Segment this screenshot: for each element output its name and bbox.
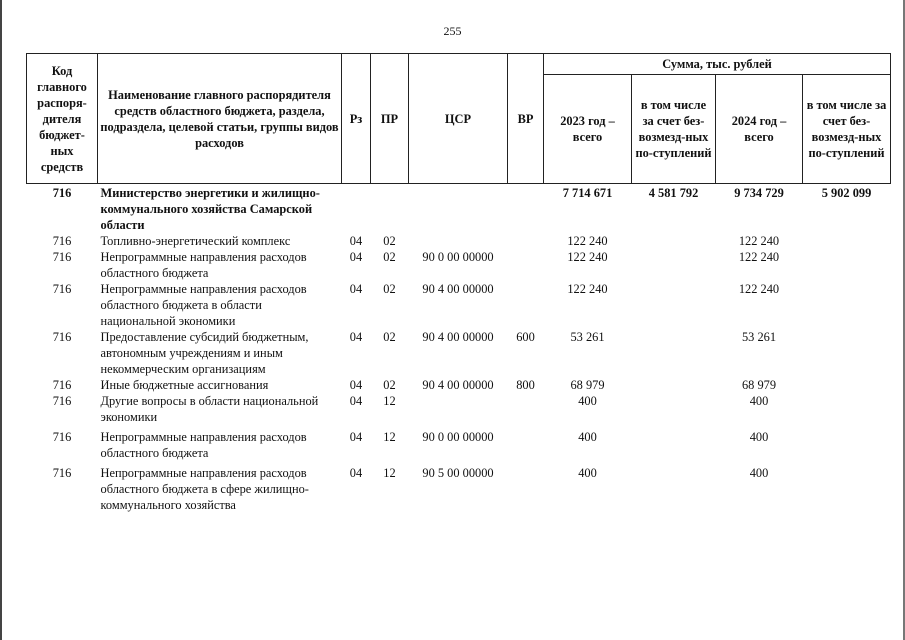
row-vr (508, 233, 544, 249)
row-2024-total: 400 (749, 430, 769, 444)
header-sum: Сумма, тыс. рублей (544, 54, 891, 75)
table-row (27, 329, 891, 377)
header-2023-free: в том числе за счет без-возмезд-ных по-ступлений (632, 75, 716, 184)
row-2024-total: 122 240 (738, 282, 780, 296)
row-code: 716 (52, 234, 72, 248)
table-row (27, 425, 891, 461)
row-2024-total: 68 979 (741, 378, 777, 392)
row-vr (508, 425, 544, 461)
row-rz: 04 (349, 466, 363, 480)
row-2024-free: 5 902 099 (821, 186, 872, 200)
row-2023-free (632, 281, 716, 329)
row-vr (508, 281, 544, 329)
row-vr (508, 249, 544, 281)
row-2023-total: 122 240 (567, 282, 608, 296)
row-csr (409, 184, 508, 234)
row-2023-total: 122 240 (567, 234, 608, 248)
row-name: Другие вопросы в области национальной экономики (100, 394, 319, 424)
row-pr: 02 (383, 330, 396, 344)
header-code: Код главного распоря-дителя бюджет-ных средств (27, 54, 98, 184)
row-rz: 04 (349, 250, 363, 264)
row-vr (508, 184, 544, 234)
header-csr: ЦСР (409, 54, 508, 184)
row-2024-free (803, 393, 891, 425)
row-vr (508, 393, 544, 425)
row-pr: 02 (383, 378, 396, 392)
row-csr: 90 4 00 00000 (422, 330, 494, 344)
row-2024-free (803, 249, 891, 281)
row-vr: 800 (516, 378, 535, 392)
header-rz: Рз (342, 54, 371, 184)
row-name: Топливно-энергетический комплекс (100, 234, 291, 248)
table-row (27, 184, 891, 234)
row-2023-free (632, 329, 716, 377)
row-2024-free (803, 329, 891, 377)
row-2023-total: 53 261 (570, 330, 605, 344)
row-name: Непрограммные направления расходов областного бюджета (100, 430, 307, 460)
row-pr: 02 (383, 282, 396, 296)
row-2024-total: 400 (749, 466, 769, 480)
row-csr: 90 4 00 00000 (422, 282, 494, 296)
table-row (27, 393, 891, 425)
row-2024-free (803, 377, 891, 393)
row-code: 716 (52, 394, 72, 408)
row-code: 716 (52, 330, 72, 344)
row-code: 716 (52, 282, 72, 296)
row-name: Непрограммные направления расходов областного бюджета в сфере жилищно-коммунального хозяйства (100, 466, 309, 512)
row-2023-free (632, 393, 716, 425)
row-vr: 600 (516, 330, 535, 344)
row-csr: 90 4 00 00000 (422, 378, 494, 392)
header-2023-total: 2023 год – всего (544, 75, 632, 184)
page-frame-left (0, 0, 2, 640)
row-csr (409, 393, 508, 425)
row-2023-free: 4 581 792 (648, 186, 699, 200)
table-row (27, 249, 891, 281)
row-2024-free (803, 281, 891, 329)
row-2023-total: 400 (578, 466, 597, 480)
row-csr: 90 5 00 00000 (422, 466, 494, 480)
row-2024-total: 400 (749, 394, 769, 408)
row-2024-total: 9 734 729 (734, 186, 784, 200)
row-code: 716 (52, 430, 72, 444)
row-code: 716 (52, 250, 72, 264)
row-2023-total: 122 240 (567, 250, 608, 264)
row-2023-total: 400 (578, 394, 597, 408)
row-vr (508, 461, 544, 513)
row-2024-total: 53 261 (741, 330, 777, 344)
row-csr: 90 0 00 00000 (422, 250, 494, 264)
row-name: Непрограммные направления расходов областного бюджета (100, 250, 307, 280)
table-row (27, 377, 891, 393)
row-pr: 02 (383, 234, 396, 248)
row-rz: 04 (349, 394, 363, 408)
row-name: Иные бюджетные ассигнования (100, 378, 269, 392)
row-rz: 04 (349, 430, 363, 444)
row-2023-total: 7 714 671 (562, 186, 613, 200)
budget-table (26, 53, 891, 513)
row-2023-total: 400 (578, 430, 597, 444)
header-name: Наименование главного распорядителя средств областного бюджета, раздела, подраздела, целевой статьи, группы видов расходов (98, 54, 342, 184)
row-2023-free (632, 377, 716, 393)
row-name: Предоставление субсидий бюджетным, автономным учреждениям и иным некоммерческим организациям (100, 330, 309, 376)
row-code: 716 (52, 186, 72, 200)
row-2023-free (632, 233, 716, 249)
table-row (27, 461, 891, 513)
row-csr (409, 233, 508, 249)
page-number: 255 (443, 24, 462, 38)
row-2023-free (632, 461, 716, 513)
table-body (27, 184, 891, 514)
row-code: 716 (52, 466, 72, 480)
table-row (27, 281, 891, 329)
row-pr (371, 184, 409, 234)
row-rz: 04 (349, 282, 363, 296)
row-2024-free (803, 233, 891, 249)
row-rz: 04 (349, 378, 363, 392)
row-2024-free (803, 461, 891, 513)
header-pr: ПР (371, 54, 409, 184)
table-header (27, 54, 891, 184)
row-pr: 12 (383, 430, 396, 444)
row-2023-total: 68 979 (570, 378, 605, 392)
row-2024-total: 122 240 (738, 234, 780, 248)
row-csr: 90 0 00 00000 (422, 430, 494, 444)
row-name: Министерство энергетики и жилищно-коммунального хозяйства Самарской области (100, 186, 320, 232)
row-2023-free (632, 249, 716, 281)
row-rz: 04 (349, 330, 363, 344)
row-rz: 04 (349, 234, 363, 248)
row-rz (342, 184, 371, 234)
header-2024-free: в том числе за счет без-возмезд-ных по-ступлений (803, 75, 891, 184)
row-2023-free (632, 425, 716, 461)
row-pr: 02 (383, 250, 396, 264)
row-code: 716 (52, 378, 72, 392)
table-row (27, 233, 891, 249)
row-name: Непрограммные направления расходов областного бюджета в области национальной экономики (100, 282, 307, 328)
row-2024-total: 122 240 (738, 250, 780, 264)
header-vr: ВР (508, 54, 544, 184)
row-2024-free (803, 425, 891, 461)
row-pr: 12 (383, 394, 396, 408)
header-2024-total: 2024 год – всего (716, 75, 803, 184)
row-pr: 12 (383, 466, 396, 480)
